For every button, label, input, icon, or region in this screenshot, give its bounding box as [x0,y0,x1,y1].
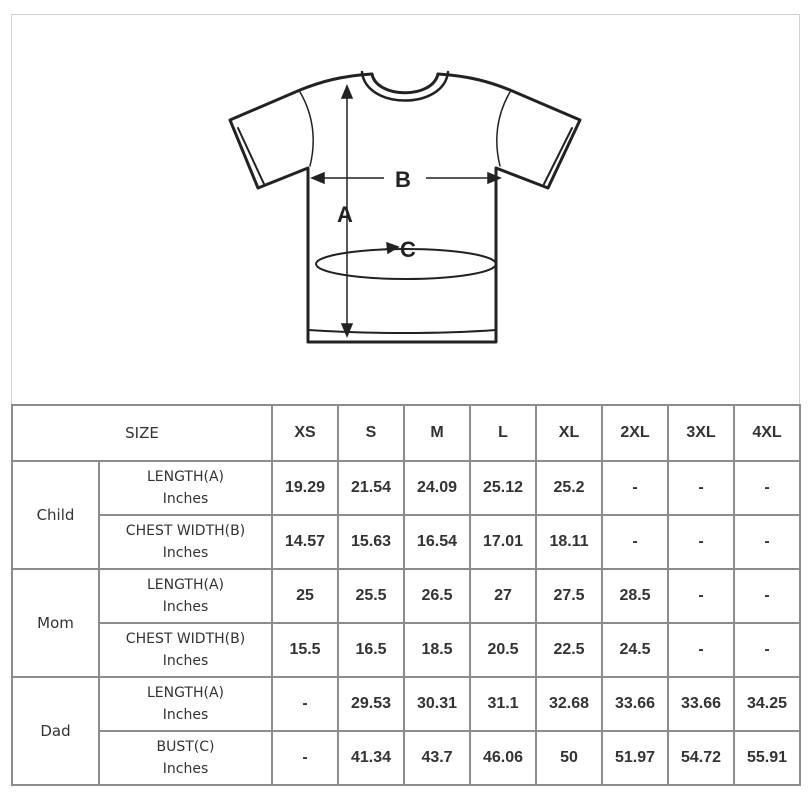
value-cell: 17.01 [470,515,536,569]
value-cell: 18.5 [404,623,470,677]
measure-name: LENGTH(A) [146,577,225,593]
measure-unit: Inches [162,707,209,723]
value-cell: 18.11 [536,515,602,569]
value-cell: 54.72 [668,731,734,785]
value-cell: 30.31 [404,677,470,731]
value-cell: 25 [272,569,338,623]
value-cell: 21.54 [338,461,404,515]
label-c: C [400,237,416,262]
value-cell: - [734,623,800,677]
value-cell: 50 [536,731,602,785]
table-row [12,461,800,515]
value-cell: 27 [470,569,536,623]
value-cell: 16.5 [338,623,404,677]
value-cell: 26.5 [404,569,470,623]
measure-label [99,623,272,677]
size-col-3xl: 3XL [668,405,734,461]
measure-unit: Inches [162,599,209,615]
value-cell: - [272,731,338,785]
measure-unit: Inches [162,491,209,507]
group-label: Child [12,461,99,569]
measure-unit: Inches [162,545,209,561]
value-cell: 55.91 [734,731,800,785]
value-cell: 19.29 [272,461,338,515]
value-cell: - [602,515,668,569]
measure-label [99,569,272,623]
tshirt-outline [230,72,580,342]
measure-label [99,731,272,785]
value-cell: 41.34 [338,731,404,785]
value-cell: 16.54 [404,515,470,569]
value-cell: 51.97 [602,731,668,785]
value-cell: 25.5 [338,569,404,623]
value-cell: 27.5 [536,569,602,623]
value-cell: - [668,623,734,677]
label-a: A [337,202,353,227]
value-cell: - [734,515,800,569]
table-row [12,731,800,785]
measure-name: CHEST WIDTH(B) [125,523,246,539]
group-label: Dad [12,677,99,785]
measure-name: CHEST WIDTH(B) [125,631,246,647]
value-cell: 24.09 [404,461,470,515]
value-cell: 15.5 [272,623,338,677]
measure-label [99,677,272,731]
size-chart-table [11,404,801,786]
table-row [12,623,800,677]
value-cell: 28.5 [602,569,668,623]
value-cell: - [668,461,734,515]
value-cell: - [734,461,800,515]
value-cell: 31.1 [470,677,536,731]
measure-unit: Inches [162,653,209,669]
label-b: B [395,167,411,192]
size-col-xl: XL [536,405,602,461]
value-cell: 14.57 [272,515,338,569]
value-cell: 33.66 [602,677,668,731]
size-col-2xl: 2XL [602,405,668,461]
value-cell: 46.06 [470,731,536,785]
value-cell: - [602,461,668,515]
table-row [12,569,800,623]
value-cell: 25.12 [470,461,536,515]
value-cell: 34.25 [734,677,800,731]
measure-unit: Inches [162,761,209,777]
value-cell: - [734,569,800,623]
value-cell: 33.66 [668,677,734,731]
measure-label [99,515,272,569]
size-col-4xl: 4XL [734,405,800,461]
header-row [12,405,800,461]
value-cell: 32.68 [536,677,602,731]
value-cell: 22.5 [536,623,602,677]
group-label: Mom [12,569,99,677]
value-cell: - [668,515,734,569]
value-cell: 15.63 [338,515,404,569]
measure-name: BUST(C) [156,739,215,755]
measure-name: LENGTH(A) [146,469,225,485]
size-col-l: L [470,405,536,461]
size-header: SIZE [12,405,272,461]
value-cell: 29.53 [338,677,404,731]
size-col-m: M [404,405,470,461]
value-cell: 20.5 [470,623,536,677]
table-row [12,677,800,731]
tshirt-diagram [220,60,600,360]
size-col-s: S [338,405,404,461]
size-col-xs: XS [272,405,338,461]
table-row [12,515,800,569]
value-cell: - [668,569,734,623]
value-cell: 24.5 [602,623,668,677]
value-cell: - [272,677,338,731]
value-cell: 43.7 [404,731,470,785]
value-cell: 25.2 [536,461,602,515]
measure-name: LENGTH(A) [146,685,225,701]
measure-label [99,461,272,515]
